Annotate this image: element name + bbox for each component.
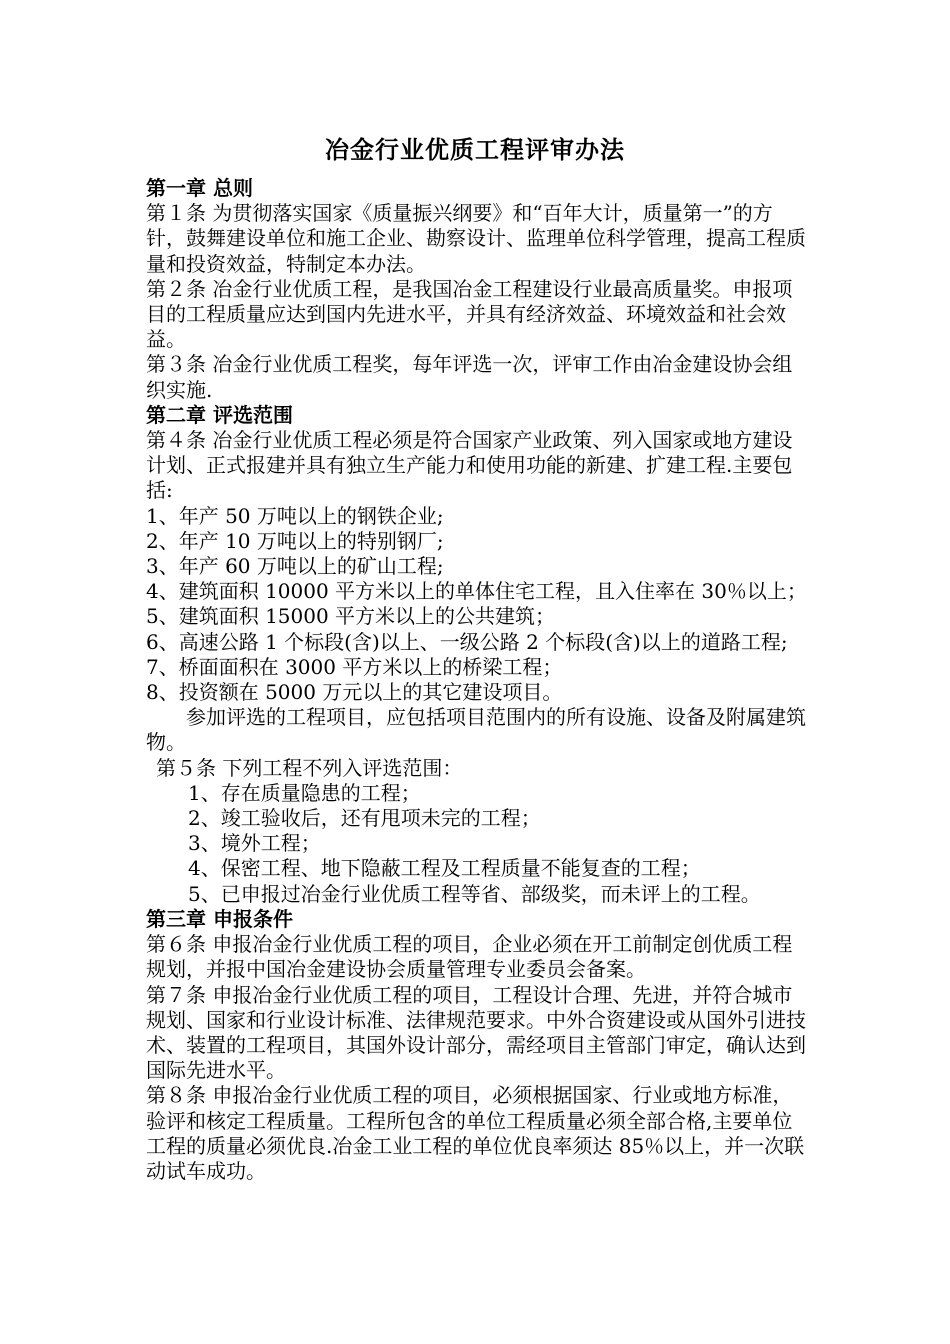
paragraph: 第６条 申报冶金行业优质工程的项目，企业必须在开工前制定创优质工程规划，并报中国冶金建设协会质量管理专业委员会备案。 [146,932,793,982]
paragraph: 第４条 冶金行业优质工程必须是符合国家产业政策、列入国家或地方建设计划、正式报建并具有独立生产能力和使用功能的新建、扩建工程.主要包括: [146,428,793,503]
paragraph: 第１条 为贯彻落实国家《质量振兴纲要》和“百年大计，质量第一”的方针，鼓舞建设单位和施工企业、勘察设计、监理单位科学管理，提高工程质量和投资效益，特制定本办法。 [146,201,806,276]
chapter-heading: 第二章 评选范围 [146,402,293,427]
list-item: 4、保密工程、地下隐蔽工程及工程质量不能复查的工程； [188,856,701,881]
paragraph: 7、桥面面积在 3000 平方米以上的桥梁工程； [146,654,563,679]
article-paragraph: 第５条 下列工程不列入评选范围： [156,755,463,780]
list-item: 1、存在质量隐患的工程； [188,780,421,805]
list-item: 2、竣工验收后，还有甩项未完的工程； [188,806,541,831]
chapter-heading: 第三章 申报条件 [146,906,293,931]
paragraph: 第３条 冶金行业优质工程奖，每年评选一次，评审工作由冶金建设协会组织实施. [146,352,793,402]
paragraph: 2、年产 10 万吨以上的特别钢厂; [146,528,444,553]
paragraph: 3、年产 60 万吨以上的矿山工程; [146,554,444,579]
paragraph: 5、建筑面积 15000 平方米以上的公共建筑； [146,604,556,629]
paragraph: 6、高速公路 1 个标段(含)以上、一级公路 2 个标段(含)以上的道路工程; [146,629,788,654]
document-body [146,176,812,1184]
chapter-heading: 第一章 总则 [146,176,253,200]
paragraph: 第７条 申报冶金行业优质工程的项目，工程设计合理、先进，并符合城市规划、国家和行业设计标准、法律规范要求。中外合资建设或从国外引进技术、装置的工程项目，其国外设计部分，需经项目主管部门审定，确认达到国际先进水平。 [146,982,806,1083]
paragraph: 8、投资额在 5000 万元以上的其它建设项目。 [146,680,563,705]
document-title: 冶金行业优质工程评审办法 [325,135,625,164]
list-item: 5、已申报过冶金行业优质工程等省、部级奖，而未评上的工程。 [188,881,761,906]
list-item: 3、境外工程； [188,831,321,856]
paragraph: 参加评选的工程项目，应包括项目范围内的所有设施、设备及附属建筑物。 [146,705,806,755]
paragraph: 1、年产 50 万吨以上的钢铁企业; [146,503,444,528]
paragraph: 第８条 申报冶金行业优质工程的项目，必须根据国家、行业或地方标准，验评和核定工程质量。工程所包含的单位工程质量必须全部合格,主要单位工程的质量必须优良.冶金工业工程的单位优良率须达 85％以上，并一次联动试车成功。 [146,1083,805,1183]
paragraph: 4、建筑面积 10000 平方米以上的单体住宅工程，且入住率在 30％以上； [146,579,807,604]
paragraph: 第２条 冶金行业优质工程，是我国冶金工程建设行业最高质量奖。申报项目的工程质量应达到国内先进水平，并具有经济效益、环境效益和社会效益。 [146,276,793,352]
